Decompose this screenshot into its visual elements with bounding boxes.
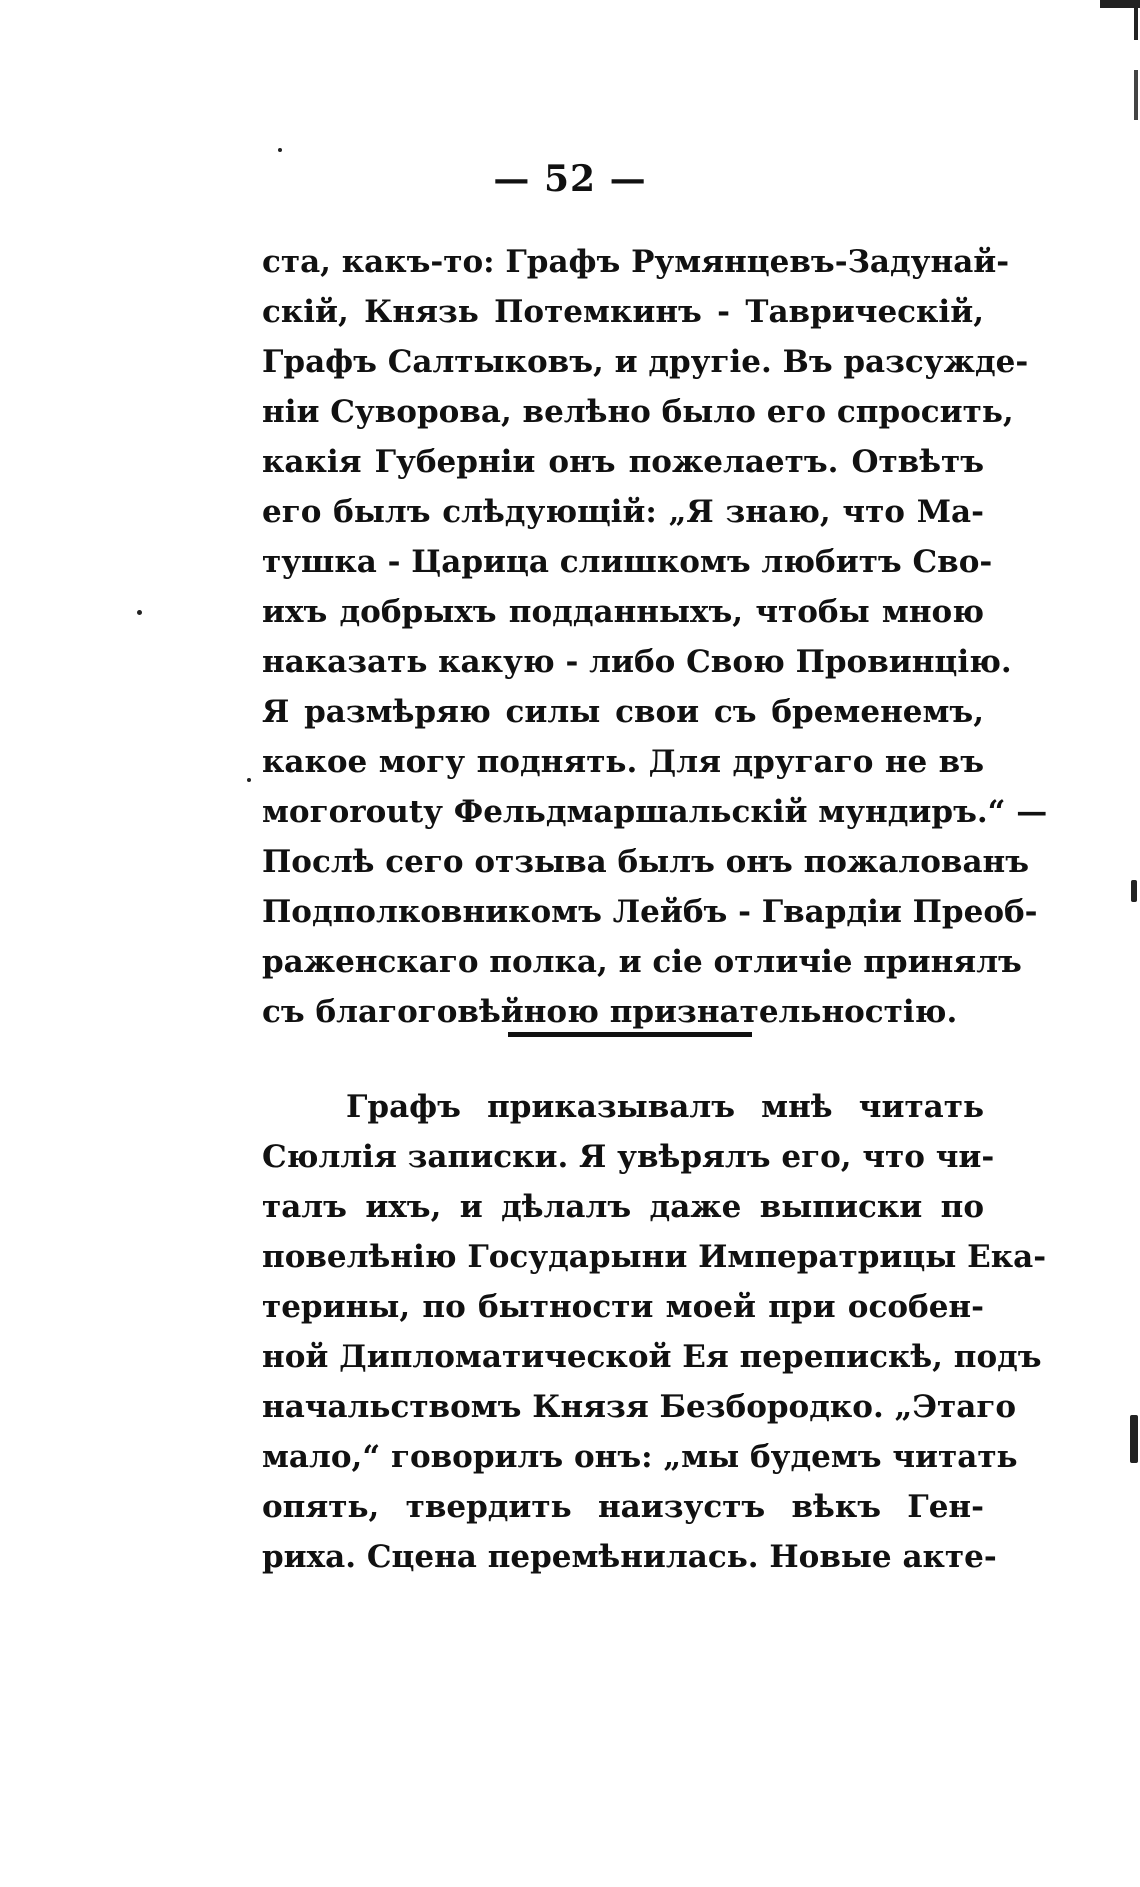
text-line: какое могу поднять. Для другаго не въ [262, 744, 984, 780]
text-line: Я размѣряю силы свои съ бременемъ, [262, 694, 984, 730]
text-line: могоroutу Фельдмаршальскій мундиръ.“ — [262, 794, 1048, 830]
page-number: — 52 — [493, 158, 647, 200]
scan-speck [137, 610, 142, 615]
scan-speck [247, 778, 251, 782]
text-line: начальствомъ Князя Безбородко. „Этаго [262, 1389, 1016, 1425]
scan-speck [1130, 1415, 1138, 1463]
text-line: ной Дипломатической Ея перепискѣ, подъ [262, 1339, 1042, 1375]
text-line: какія Губерніи онъ пожелаетъ. Отвѣтъ [262, 444, 984, 480]
text-line: съ благоговѣйною признательностію. [262, 994, 958, 1030]
paragraph-1 [262, 237, 1048, 1037]
scan-speck [1131, 880, 1137, 902]
text-line: ніи Суворова, велѣно было его спросить, [262, 394, 1014, 430]
text-line: Графъ приказывалъ мнѣ читать [346, 1089, 984, 1125]
text-line: раженскаго полка, и сіе отличіе принялъ [262, 944, 1022, 980]
scan-speck [278, 148, 282, 152]
text-line: мало,“ говорилъ онъ: „мы будемъ читать [262, 1439, 1018, 1475]
text-line: его былъ слѣдующій: „Я знаю, что Ма- [262, 494, 984, 530]
text-line: Графъ Салтыковъ, и другіе. Въ разсужде- [262, 344, 1029, 380]
text-line: опять, твердить наизустъ вѣкъ Ген- [262, 1489, 984, 1525]
section-divider [508, 1032, 752, 1037]
text-line: Послѣ сего отзыва былъ онъ пожалованъ [262, 844, 1030, 880]
text-line: Сюллія записки. Я увѣрялъ его, что чи- [262, 1139, 995, 1175]
text-line: терины, по бытности моей при особен- [262, 1289, 984, 1325]
text-line: талъ ихъ, и дѣлалъ даже выписки по [262, 1189, 984, 1225]
text-line: тушка - Царица слишкомъ любитъ Сво- [262, 544, 993, 580]
text-line: Подполковникомъ Лейбъ - Гвардіи Преоб- [262, 894, 1038, 930]
text-line: ста, какъ-то: Графъ Румянцевъ-Задунай- [262, 244, 1010, 280]
text-line: ихъ добрыхъ подданныхъ, чтобы мною [262, 594, 984, 630]
text-line: риха. Сцена перемѣнилась. Новые акте- [262, 1539, 997, 1575]
text-line: наказать какую - либо Свою Провинцію. [262, 644, 1012, 680]
scan-edge-right [1134, 0, 1138, 1887]
text-line: скій, Князь Потемкинъ - Таврическій, [262, 294, 984, 330]
text-line: повелѣнію Государыни Императрицы Ека- [262, 1239, 1047, 1275]
paragraph-2 [262, 1082, 1047, 1582]
